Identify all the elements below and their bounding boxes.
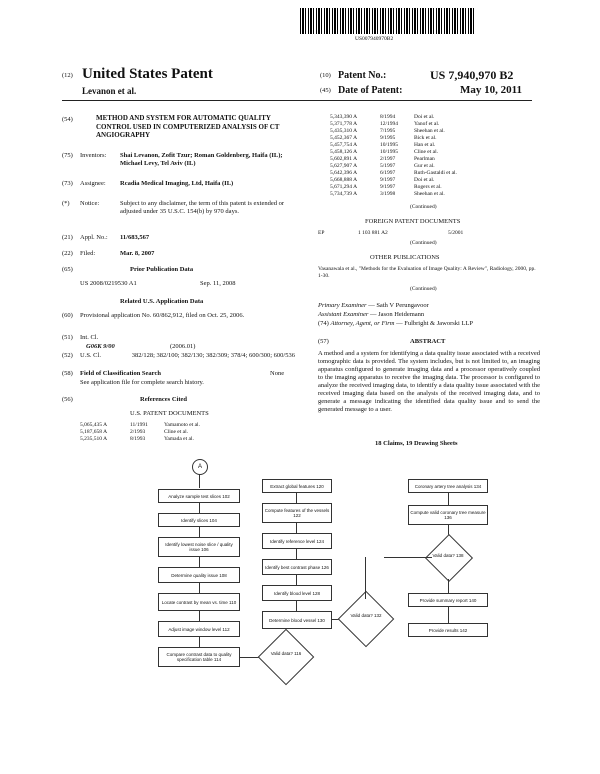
flow-line — [296, 523, 297, 533]
country-code: (12) — [62, 72, 73, 79]
citation-row: 5,065,435 A 11/1991 Yamamoto et al. — [80, 422, 200, 428]
uscl-text: 382/128; 382/100; 382/130; 382/309; 378/4; 600/300; 600/536 — [131, 352, 295, 359]
intcl-class: G06K 9/00 — [86, 343, 115, 350]
citation-row: 5,435,310 A 7/1995 Sheehan et al. — [330, 128, 445, 134]
citation-row: 5,187,658 A 2/1993 Cline et al. — [80, 429, 188, 435]
assignee-code: (73) — [62, 180, 73, 187]
flow-step-1-4: Determine quality issue 108 — [158, 567, 240, 583]
flow-line — [296, 575, 297, 585]
field-note: See application file for complete search history. — [80, 379, 204, 386]
flow-step-2-6: Determine blood vessel 130 — [262, 611, 332, 629]
barcode-text: US007940970B2 — [355, 36, 394, 42]
decision-label-1: Valid data? 116 — [270, 651, 302, 656]
intcl-label: Int. Cl. — [80, 334, 99, 341]
abstract-code: (57) — [318, 338, 329, 345]
invention-title: METHOD AND SYSTEM FOR AUTOMATIC QUALITY CONTROL USED IN COMPUTERIZED ANALYSIS OF CT ANGIOGRAPHY — [96, 114, 280, 139]
citation-row: 5,671,294 A 9/1997 Rogers et al. — [330, 184, 442, 190]
appl-label: Appl. No.: — [80, 234, 108, 241]
continued-label-2: (Continued) — [410, 240, 437, 246]
flow-line — [199, 611, 200, 621]
claims-sheets: 18 Claims, 19 Drawing Sheets — [375, 440, 458, 447]
flow-step-3-3: Provide summary report 140 — [408, 593, 488, 607]
flow-step-1-1: Analyze sample test slices 102 — [158, 489, 240, 503]
intcl-year: (2006.01) — [170, 343, 196, 350]
uspat-heading: U.S. PATENT DOCUMENTS — [130, 410, 209, 417]
field-code: (58) — [62, 370, 73, 377]
patent-no-code: (10) — [320, 72, 331, 79]
refs-heading: References Cited — [140, 396, 187, 403]
date-label: Date of Patent: — [338, 85, 403, 96]
attorney — [318, 320, 540, 328]
flow-line — [199, 637, 200, 647]
inventors-code: (75) — [62, 152, 73, 159]
filed-date: Mar. 8, 2007 — [120, 250, 155, 257]
flow-step-2-4: Identify best contrast phase 126 — [262, 559, 332, 575]
decision-diamond-3 — [425, 534, 473, 582]
attorney-code: (74) — [318, 320, 329, 327]
patent-no-label: Patent No.: — [338, 70, 387, 81]
header-rule — [62, 100, 532, 101]
citation-row: 5,458,126 A 10/1995 Cline et al. — [330, 149, 438, 155]
citation-row: EP 1 103 881 A2 5/2001 — [318, 230, 464, 236]
flow-step-1-3: Identify lowest noise slice / quality issue 106 — [158, 537, 240, 557]
flow-step-2-5: Identify blood level 128 — [262, 585, 332, 601]
appl-number: 11/683,567 — [120, 234, 150, 241]
intcl-code: (51) — [62, 334, 73, 341]
citation-row: 5,627,907 A 5/1997 Gur et al. — [330, 163, 435, 169]
continued-label: (Continued) — [410, 204, 437, 210]
prior-heading: Prior Publication Data — [130, 266, 194, 273]
prov-text: Provisional application No. 60/862,912, filed on Oct. 25, 2006. — [80, 312, 245, 319]
uspat-cont-list — [330, 114, 530, 198]
flow-line — [199, 474, 200, 488]
flow-line — [199, 583, 200, 593]
assistant-label: Assistant Examiner — [318, 311, 369, 318]
flow-line — [296, 601, 297, 611]
abstract-heading: ABSTRACT — [410, 338, 446, 345]
decision-diamond-1 — [258, 629, 315, 686]
other-text: Vasanawala et al., "Methods for the Evaluation of Image Quality: A Review", Radiology, 2000, pp. 1-30. — [318, 266, 536, 279]
notice-code: (*) — [62, 200, 70, 207]
flow-step-3-2: Compute valid coronary tree measure 136 — [408, 505, 488, 525]
assistant-examiner — [318, 311, 540, 319]
refs-code: (56) — [62, 396, 73, 403]
citation-row: 5,642,396 A 6/1997 Ruth-Gastaldi et al. — [330, 170, 457, 176]
patent-type-title: United States Patent — [82, 66, 213, 82]
flow-step-3-4: Provide results 142 — [408, 623, 488, 637]
citation-row: 5,602,891 A 2/1997 Pearlman — [330, 156, 435, 162]
assignee-label: Assignee: — [80, 180, 106, 187]
citation-row: 5,457,754 A 10/1995 Han et al. — [330, 142, 436, 148]
date-code: (45) — [320, 87, 331, 94]
prior-code: (65) — [62, 266, 73, 273]
flow-line — [448, 579, 449, 593]
citation-row: 5,734,739 A 3/1998 Sheehan et al. — [330, 191, 445, 197]
continued-label-3: (Continued) — [410, 286, 437, 292]
flow-line — [365, 557, 366, 599]
primary-examiner — [318, 302, 540, 310]
flow-line — [199, 503, 200, 513]
foreign-heading: FOREIGN PATENT DOCUMENTS — [365, 218, 461, 225]
prior-pub: US 2008/0219530 A1 — [80, 280, 137, 287]
patent-number: US 7,940,970 B2 — [430, 68, 514, 82]
flowchart — [0, 455, 600, 765]
related-heading: Related U.S. Application Data — [120, 298, 204, 305]
citation-row: 5,371,778 A 12/1994 Yanof et al. — [330, 121, 440, 127]
abstract-text: A method and a system for identifying a data quality issue associated with a received tomographic data is provided. The system includes, but is not limited to, an imaging apparatus configured to generate imaging data and a processor operatively coupled to the imaging apparatus to receive the imaging data. The processor is configured to analyze the received imaging data, to identify a data quality issue associated with the received imaging data based on the analysis of the received imaging data, and to generate a message indicating the identified data quality issue and to send the generated message to a user. — [318, 350, 540, 413]
citation-row: 5,343,390 A 8/1994 Doi et al. — [330, 114, 435, 120]
flow-step-1-2: Identify slices 104 — [158, 513, 240, 527]
filed-code: (22) — [62, 250, 73, 257]
inventors-label: Inventors: — [80, 152, 107, 159]
flow-line — [448, 493, 449, 505]
flow-step-2-1: Extract global features 120 — [262, 479, 332, 493]
uscl-label: U.S. Cl. — [80, 352, 101, 359]
primary-label: Primary Examiner — [318, 302, 367, 309]
other-heading: OTHER PUBLICATIONS — [370, 254, 440, 261]
foreign-list — [318, 230, 538, 237]
field-label: Field of Classification Search — [80, 370, 161, 377]
flow-line — [296, 493, 297, 503]
decision-label-3: Valid data? 138 — [432, 553, 464, 558]
assignee-text: Rcadia Medical Imaging, Ltd, Haifa (IL) — [120, 180, 234, 187]
citation-row: 5,452,367 A 9/1995 Bick et al. — [330, 135, 437, 141]
assistant-name: — Jason Heidemann — [370, 311, 425, 318]
decision-label-2: Valid data? 132 — [350, 613, 382, 618]
uspat-list — [80, 422, 280, 443]
notice-label: Notice: — [80, 200, 100, 207]
flow-step-1-7: Compare contrast data to quality specification table 114 — [158, 647, 240, 667]
patent-date: May 10, 2011 — [460, 84, 523, 96]
flow-line — [384, 557, 432, 558]
decision-diamond-2 — [338, 591, 395, 648]
prior-date: Sep. 11, 2008 — [200, 280, 236, 287]
inventor-short: Levanon et al. — [82, 86, 137, 96]
citation-row: 5,668,888 A 9/1997 Doi et al. — [330, 177, 435, 183]
barcode — [300, 8, 475, 34]
flow-step-2-2: Compute features of the vessels 122 — [262, 503, 332, 523]
appl-code: (21) — [62, 234, 73, 241]
attorney-label: Attorney, Agent, or Firm — [330, 320, 395, 327]
flow-line — [296, 549, 297, 559]
flow-step-2-3: Identify reference level 124 — [262, 533, 332, 549]
filed-label: Filed: — [80, 250, 96, 257]
inventors-text: Shai Levanon, Zofit Tzur; Roman Goldenberg, Haifa (IL); Michael Levy, Tel Aviv (IL) — [120, 152, 283, 167]
flow-line — [448, 607, 449, 623]
prov-code: (60) — [62, 312, 73, 319]
flow-step-1-5: Locate contrast by mean vs. time 110 — [158, 593, 240, 611]
uscl-code: (52) — [62, 352, 73, 359]
primary-name: — Sath V Perungavoor — [368, 302, 429, 309]
flow-line — [199, 557, 200, 567]
notice-text: Subject to any disclaimer, the term of this patent is extended or adjusted under 35 U.S.C. 154(b) by 970 days. — [120, 200, 285, 215]
connector-a: A — [192, 459, 208, 475]
flow-line — [199, 527, 200, 537]
field-value: None — [270, 370, 285, 377]
flow-step-3-1: Coronary artery tree analysis 134 — [408, 479, 488, 493]
citation-row: 5,235,510 A 8/1993 Yamada et al. — [80, 436, 194, 442]
title-code: (54) — [62, 116, 73, 123]
attorney-name: — Fulbright & Jaworski LLP — [396, 320, 473, 327]
flow-step-1-6: Adjust image window level 112 — [158, 621, 240, 637]
